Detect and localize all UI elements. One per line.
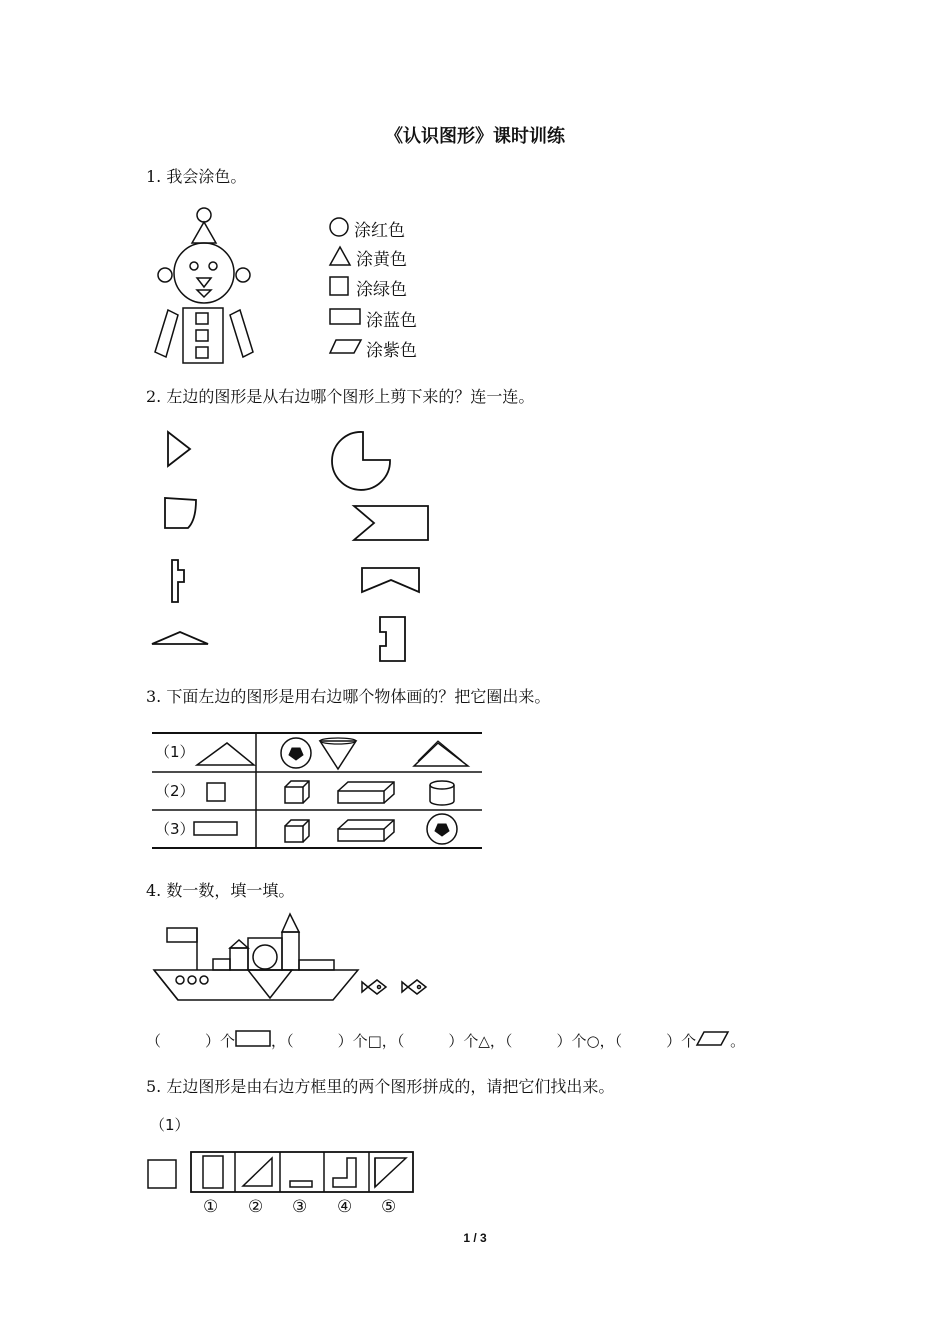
unit-label: 个 — [220, 1032, 236, 1050]
shape-pacman — [332, 432, 390, 490]
paren-close: ） — [666, 1032, 682, 1050]
paren-close: ） — [205, 1032, 221, 1050]
option-label-2: ② — [248, 1197, 264, 1217]
circle-icon — [328, 216, 350, 238]
question-3: 3. 下面左边的图形是用右边哪个物体画的？把它圈出来。 — [146, 687, 551, 706]
q2-shapes — [148, 420, 448, 660]
piece-flat-triangle — [152, 632, 208, 644]
question-1: 1. 我会涂色。 — [146, 167, 247, 186]
shape-notched-rect — [354, 506, 428, 540]
legend-label-purple: 涂紫色 — [366, 341, 417, 361]
triangle-symbol: △ — [478, 1032, 490, 1050]
shape-v-notch — [362, 568, 419, 592]
row-label-1: （1） — [155, 743, 195, 761]
separator: ， — [271, 1032, 287, 1050]
rectangle-icon — [235, 1030, 271, 1048]
paren-open: （ — [504, 1032, 513, 1050]
question-2: 2. 左边的图形是从右边哪个图形上剪下来的？连一连。 — [146, 387, 535, 406]
question-5: 5. 左边图形是由右边方框里的两个图形拼成的，请把它们找出来。 — [146, 1077, 615, 1096]
q5-figure — [146, 1150, 416, 1200]
unit-label: 个 — [352, 1032, 368, 1050]
paren-open: （ — [396, 1032, 405, 1050]
rectangle-icon — [328, 306, 364, 328]
unit-label: 个 — [463, 1032, 479, 1050]
period: 。 — [730, 1032, 746, 1050]
paren-close: ） — [337, 1032, 353, 1050]
option-label-4: ④ — [337, 1197, 353, 1217]
option-1-rect — [203, 1156, 223, 1188]
option-5-triangle — [375, 1158, 406, 1187]
option-3-bar — [290, 1181, 312, 1187]
separator: ， — [381, 1032, 397, 1050]
piece-step-bar — [172, 560, 184, 602]
legend-label-red: 涂红色 — [354, 221, 405, 241]
shape-notch-side — [380, 617, 405, 661]
piece-quarter-circle — [165, 498, 196, 528]
sub-question-1: （1） — [150, 1116, 190, 1134]
page-number: 1 / 3 — [463, 1231, 487, 1245]
separator: ， — [599, 1032, 615, 1050]
parallelogram-icon — [696, 1030, 730, 1048]
legend-label-green: 涂绿色 — [356, 280, 407, 300]
paren-close: ） — [556, 1032, 572, 1050]
unit-label: 个 — [681, 1032, 697, 1050]
legend-label-yellow: 涂黄色 — [356, 250, 407, 270]
q3-table — [152, 731, 487, 851]
robot-figure — [150, 205, 270, 365]
piece-triangle — [168, 432, 190, 466]
square-symbol: □ — [367, 1032, 382, 1050]
square-icon — [328, 275, 350, 297]
legend-label-blue: 涂蓝色 — [366, 311, 417, 331]
parallelogram-icon — [328, 336, 364, 358]
unit-label: 个 — [571, 1032, 587, 1050]
circle-symbol: ○ — [586, 1032, 600, 1050]
row-label-3: （3） — [155, 820, 195, 838]
paren-open: （ — [286, 1032, 294, 1050]
target-square — [148, 1160, 176, 1188]
paren-open: （ — [614, 1032, 623, 1050]
page-title: 《认识图形》课时训练 — [385, 126, 565, 147]
paren-open: （ — [146, 1032, 162, 1050]
paren-close: ） — [448, 1032, 464, 1050]
option-2-triangle — [243, 1158, 272, 1186]
separator: ， — [489, 1032, 505, 1050]
q4-fill-line — [146, 1030, 826, 1051]
option-label-5: ⑤ — [381, 1197, 397, 1217]
triangle-icon — [328, 245, 352, 267]
option-label-3: ③ — [292, 1197, 308, 1217]
question-4: 4. 数一数，填一填。 — [146, 881, 295, 900]
row-label-2: （2） — [155, 782, 195, 800]
ship-figure — [150, 910, 440, 1005]
option-4-lshape — [333, 1158, 356, 1187]
option-label-1: ① — [203, 1197, 219, 1217]
